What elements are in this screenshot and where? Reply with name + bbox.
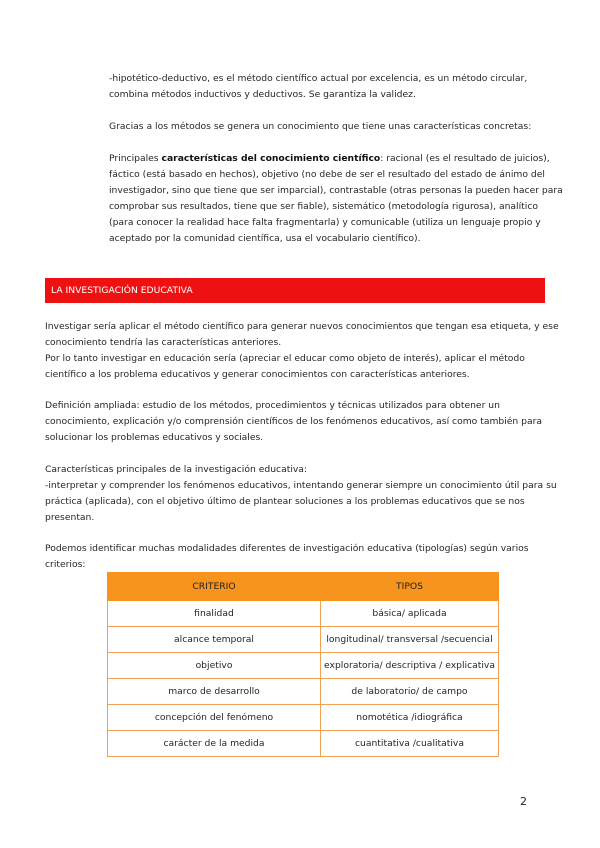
table-row — [108, 705, 499, 731]
cell-tipos: básica/ aplicada — [321, 601, 499, 627]
table-row — [108, 679, 499, 705]
principales-rest: : racional (es el resultado de juicios), fáctico (está basado en hechos), objetivo (no debe de ser el resultado del estado de ánimo del investigador, sino que tiene que ser imparcial), contrastable (otras personas la pueden hacer para comprobar sus resultados, tiene que ser fiable), sistemático (metodología rigurosa), analítico (para conocer la realidad hace falta fragmentarla) y comunicable (utiliza un lenguaje propio y aceptado por la comunidad científica, usa el vocabulario científico). — [109, 153, 563, 244]
table-row — [108, 731, 499, 757]
paragraph-definicion: Definición ampliada: estudio de los métodos, procedimientos y técnicas utilizados para obtener un conocimiento, explicación y/o comprensión científicos de los fenómenos educativos, así como también para solucionar los problemas educativos y sociales. — [45, 400, 543, 443]
header-tipos: TIPOS — [321, 573, 499, 601]
paragraph-hipotetico-deductivo: -hipotético-deductivo, es el método científico actual por excelencia, es un método circular, combina métodos inductivos y deductivos. Se garantiza la validez. — [109, 73, 528, 100]
cell-tipos: exploratoria/ descriptiva / explicativa — [321, 653, 499, 679]
page-number: 2 — [520, 795, 527, 808]
table-row — [108, 653, 499, 679]
criteria-table — [107, 572, 499, 757]
paragraph-caracteristicas-2: -interpretar y comprender los fenómenos educativos, intentando generar siempre un conocimiento útil para su práctica (aplicada), con el objetivo último de plantear soluciones a los problemas educativos que se nos presentan. — [45, 480, 557, 523]
principales-bold-term: características del conocimiento científico — [161, 153, 381, 164]
section-title: LA INVESTIGACIÓN EDUCATIVA — [51, 285, 193, 296]
paragraph-gracias: Gracias a los métodos se genera un conocimiento que tiene unas características concretas: — [109, 121, 532, 132]
table-row — [108, 601, 499, 627]
paragraph-modalidades: Podemos identificar muchas modalidades diferentes de investigación educativa (tipologías) según varios criterios: — [45, 543, 529, 570]
cell-criterio: marco de desarrollo — [108, 679, 321, 705]
header-criterio: CRITERIO — [108, 573, 321, 601]
table-header-row — [108, 573, 499, 601]
cell-criterio: finalidad — [108, 601, 321, 627]
table-row — [108, 627, 499, 653]
cell-criterio: concepción del fenómeno — [108, 705, 321, 731]
principales-prefix: Principales — [109, 153, 162, 164]
paragraph-investigar-1: Investigar sería aplicar el método científico para generar nuevos conocimientos que tengan esa etiqueta, y ese conocimiento tendría las características anteriores. — [45, 321, 559, 348]
cell-criterio: objetivo — [108, 653, 321, 679]
cell-criterio: carácter de la medida — [108, 731, 321, 757]
cell-tipos: longitudinal/ transversal /secuencial — [321, 627, 499, 653]
cell-tipos: nomotética /idiográfica — [321, 705, 499, 731]
paragraph-investigar-2: Por lo tanto investigar en educación sería (apreciar el educar como objeto de interés), aplicar el método científico a los problema educativos y generar conocimientos con características anteriores. — [45, 353, 525, 380]
section-banner — [45, 278, 545, 303]
paragraph-caracteristicas-1: Características principales de la investigación educativa: — [45, 464, 308, 475]
cell-tipos: cuantitativa /cualitativa — [321, 731, 499, 757]
paragraph-caracteristicas-conocimiento — [109, 151, 564, 247]
cell-criterio: alcance temporal — [108, 627, 321, 653]
cell-tipos: de laboratorio/ de campo — [321, 679, 499, 705]
